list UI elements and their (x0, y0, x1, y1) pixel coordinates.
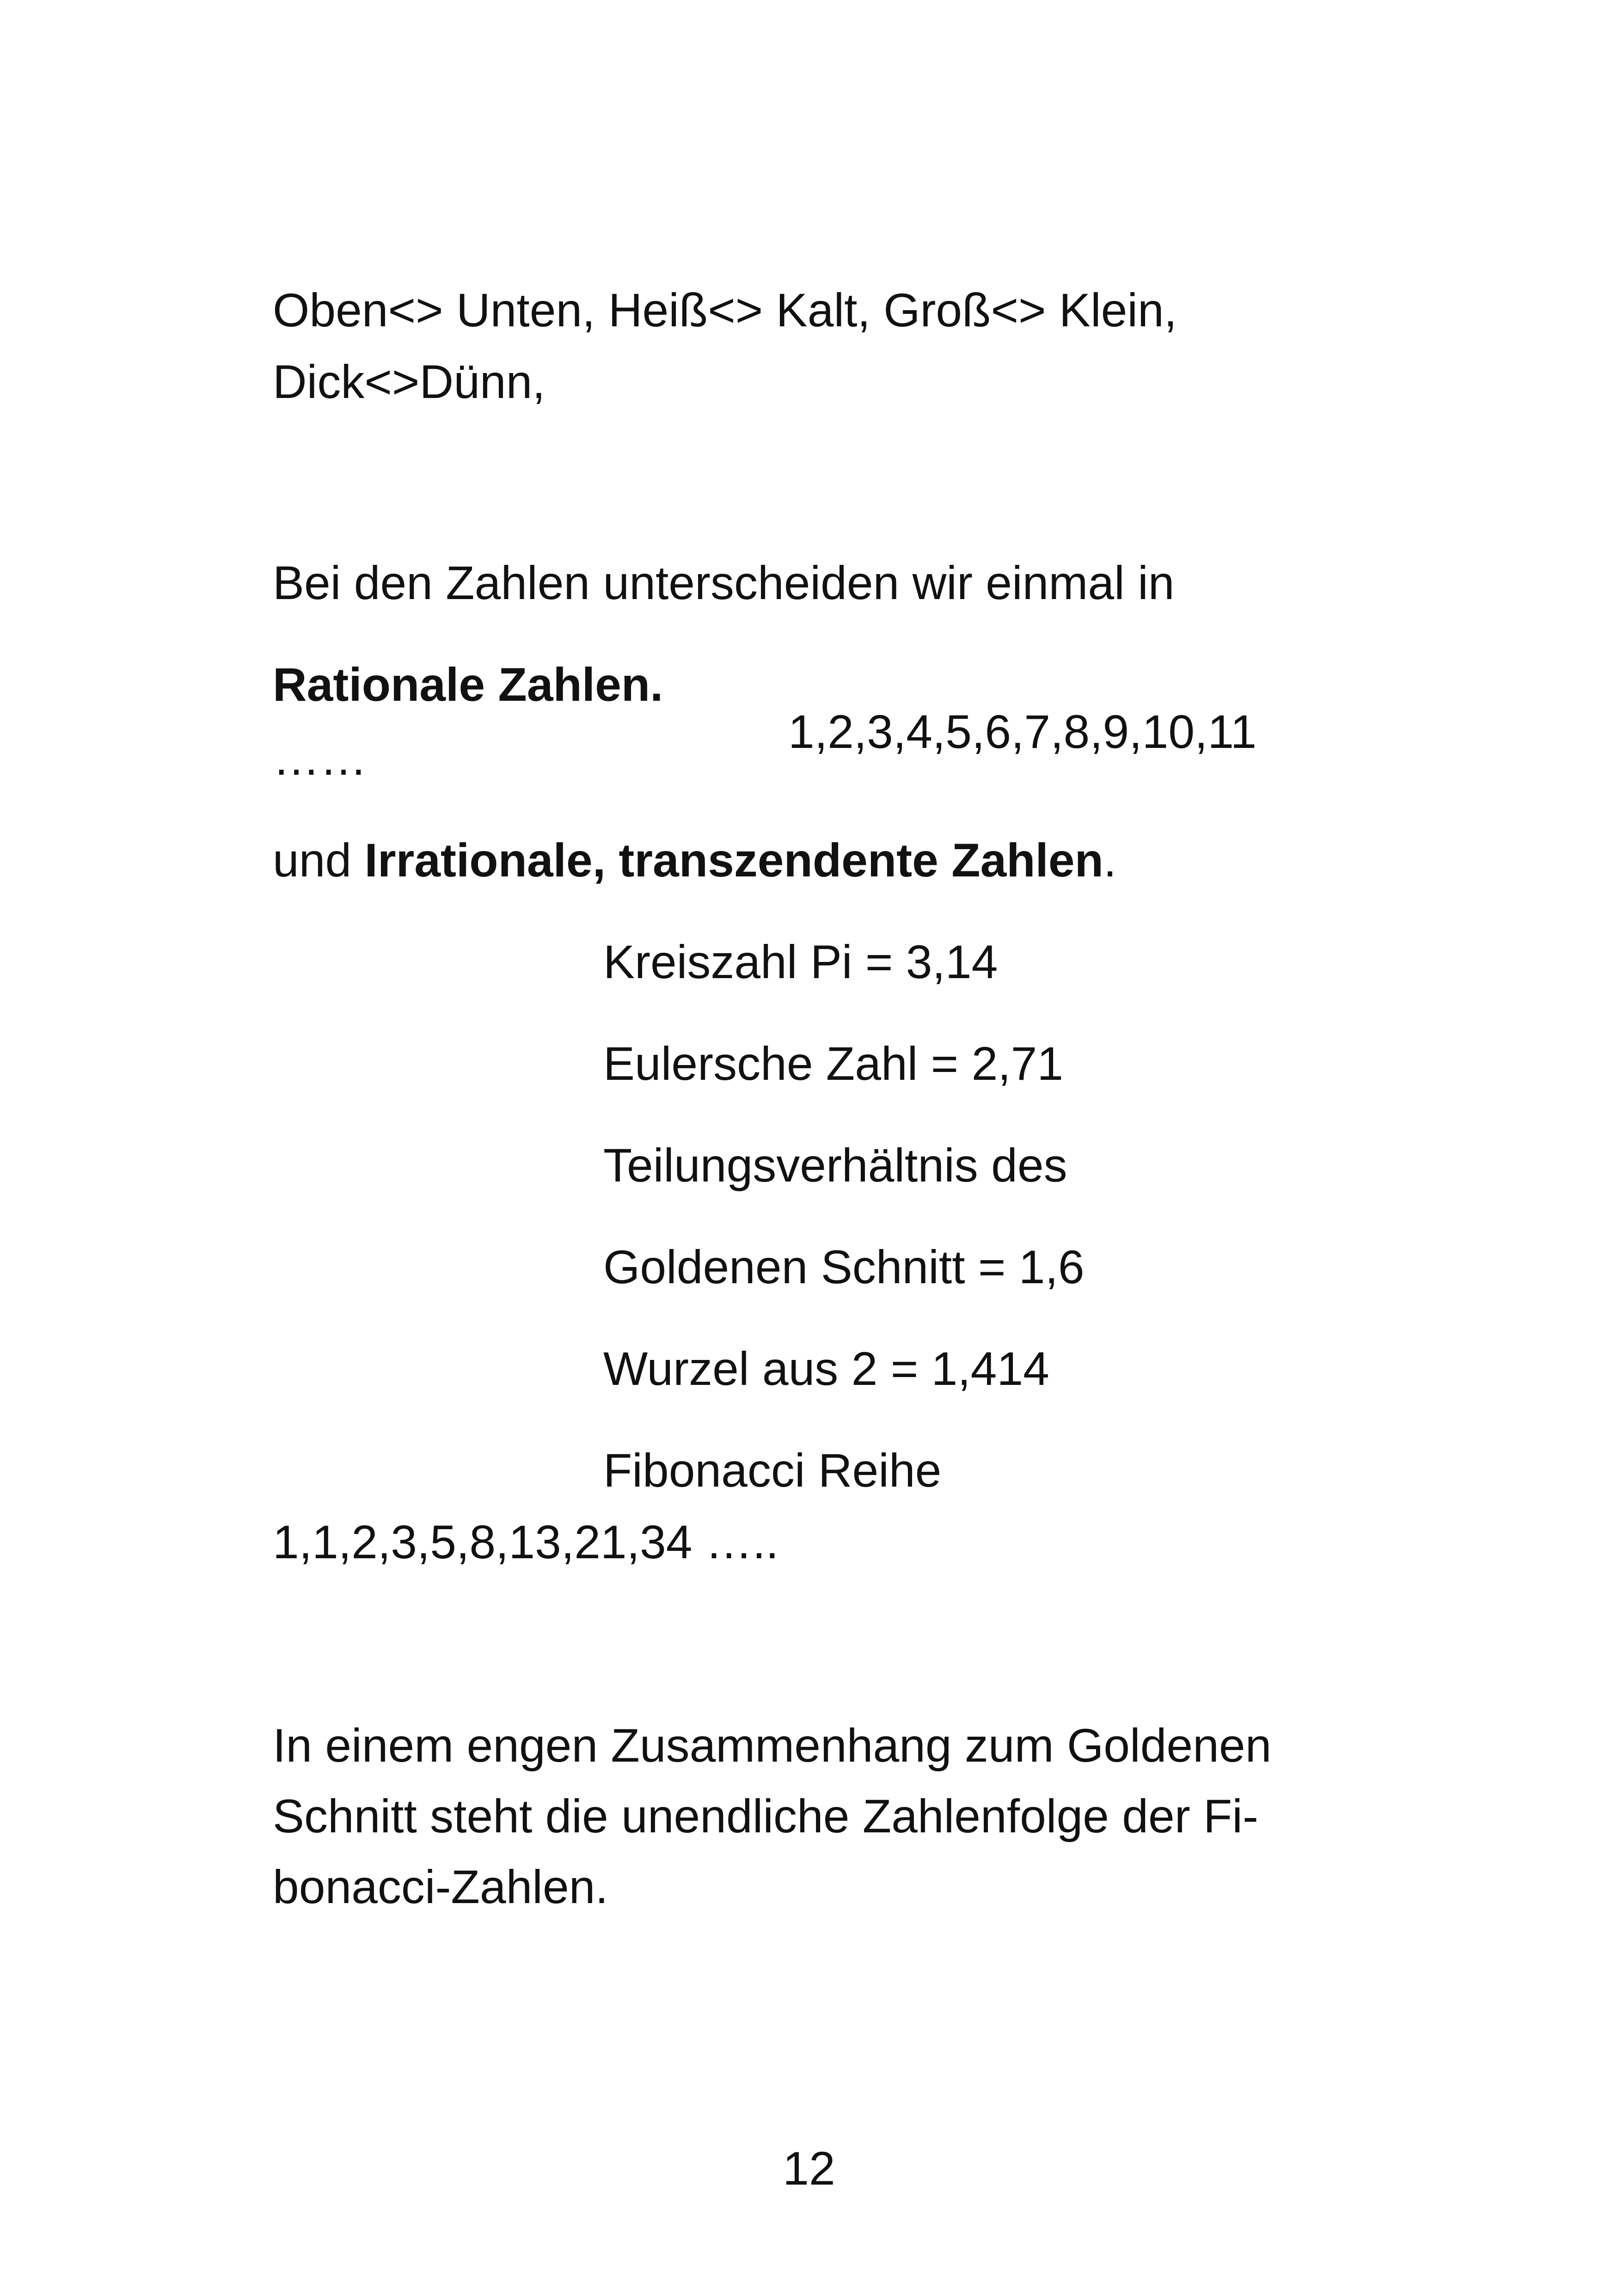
constant-sqrt2: Wurzel aus 2 = 1,414 (603, 1342, 1049, 1395)
constant-ratio-label: Teilungsverhältnis des (603, 1139, 1067, 1192)
constant-euler: Eulersche Zahl = 2,71 (603, 1037, 1064, 1090)
opposites-line-1: Oben<> Unten, Heiß<> Kalt, Groß<> Klein, (273, 284, 1177, 337)
rational-numbers-label: Rationale Zahlen. (273, 658, 663, 711)
opposites-line-2: Dick<>Dünn, (273, 355, 545, 408)
irrational-numbers-line (273, 834, 1117, 887)
closing-line-3: bonacci-Zahlen. (273, 1861, 608, 1913)
fibonacci-label: Fibonacci Reihe (603, 1444, 942, 1497)
constant-golden-ratio: Goldenen Schnitt = 1,6 (603, 1241, 1085, 1293)
irrational-numbers-label: Irrationale, transzendente Zahlen (364, 834, 1103, 887)
fibonacci-sequence: 1,1,2,3,5,8,13,21,34 ….. (273, 1516, 779, 1568)
closing-line-1: In einem engen Zusammenhang zum Goldenen (273, 1719, 1272, 1772)
intro-text: Bei den Zahlen unterscheiden wir einmal in (273, 557, 1175, 609)
irrational-suffix: . (1103, 834, 1117, 887)
constant-pi: Kreiszahl Pi = 3,14 (603, 936, 998, 988)
page-number: 12 (783, 2142, 835, 2195)
irrational-prefix: und (273, 834, 365, 887)
rational-numbers-values: 1,2,3,4,5,6,7,8,9,10,11 (788, 705, 1257, 758)
closing-line-2: Schnitt steht die unendliche Zahlenfolge der Fi- (273, 1790, 1258, 1843)
rational-numbers-ellipsis: …… (273, 732, 367, 785)
